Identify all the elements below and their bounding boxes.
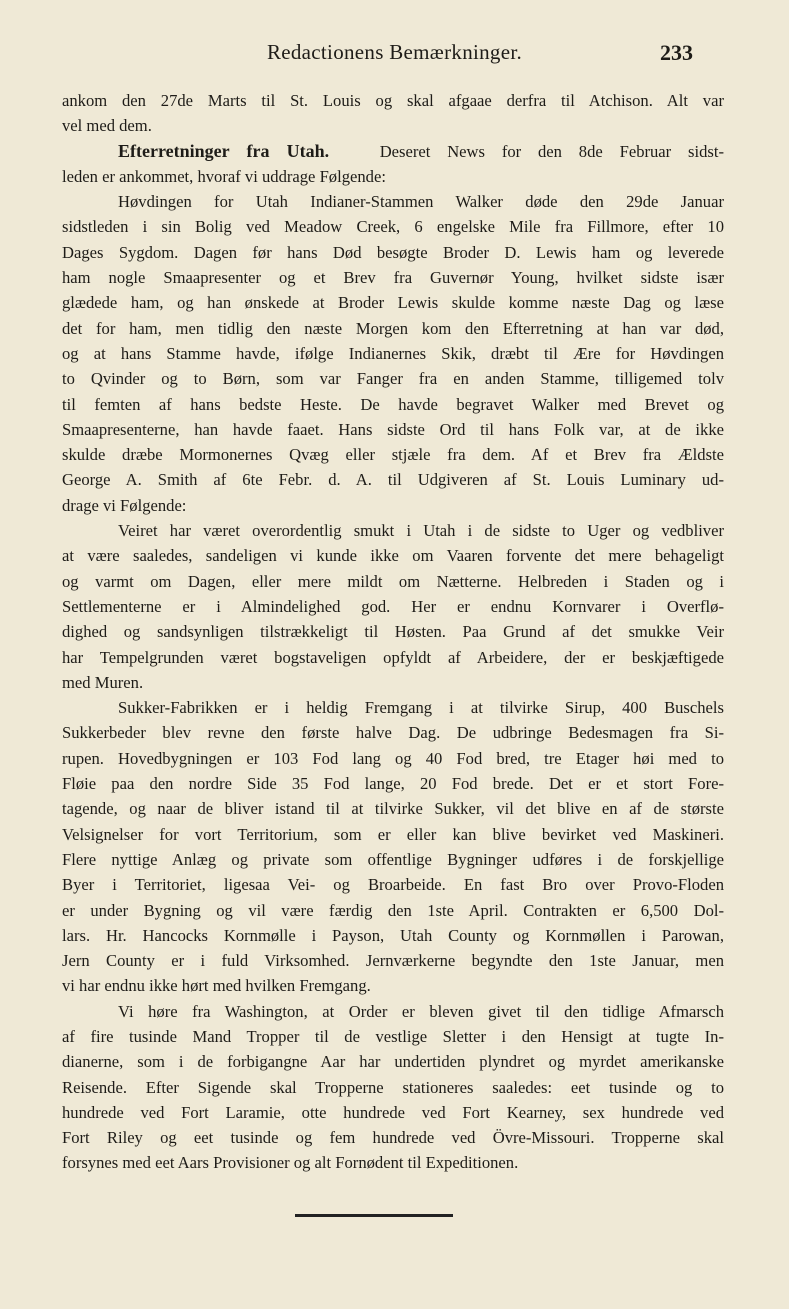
text-line: rupen. Hovedbygningen er 103 Fod lang og 40 Fod bred, tre Etager høi med to xyxy=(62,748,724,768)
page-number: 233 xyxy=(660,40,693,65)
text-line: med Muren. xyxy=(62,672,144,692)
text-line: Veiret har været overordentlig smukt i Utah i de sidste to Uger og vedbliver xyxy=(118,521,724,541)
text-line: Fort Riley og eet tusinde og fem hundrede ved Övre-Missouri. Tropperne skal xyxy=(62,1128,724,1148)
text-line: Jern County er i fuld Virksomhed. Jernværkerne begyndte den 1ste Januar, men xyxy=(62,951,724,971)
text-line: er under Bygning og vil være færdig den 1ste April. Contrakten er 6,500 Dol- xyxy=(62,900,724,920)
text-line: Høvdingen for Utah Indianer-Stammen Walker døde den 29de Januar xyxy=(118,192,724,212)
page-body xyxy=(62,88,724,1176)
text-line: Settlementerne er i Almindelighed god. Her er endnu Kornvarer i Overflø- xyxy=(62,596,724,616)
text-line: sidstleden i sin Bolig ved Meadow Creek, 6 engelske Mile fra Fillmore, efter 10 xyxy=(62,217,724,237)
text-line: Fløie paa den nordre Side 35 Fod lange, 20 Fod brede. Det er et stort Fore- xyxy=(62,774,724,794)
text-line: Sukker-Fabrikken er i heldig Fremgang i at tilvirke Sirup, 400 Buschels xyxy=(118,698,724,718)
text-line: tagende, og naar de bliver istand til at tilvirke Sukker, vil det blive en af de største xyxy=(62,799,724,819)
text-line: George A. Smith af 6te Febr. d. A. til Udgiveren af St. Louis Luminary ud- xyxy=(62,470,724,490)
text-line: Dages Sygdom. Dagen før hans Død besøgte Broder D. Lewis ham og leverede xyxy=(62,242,724,262)
text-line: ankom den 27de Marts til St. Louis og skal afgaae derfra til Atchison. Alt var xyxy=(62,91,724,110)
text-line: Reisende. Efter Sigende skal Tropperne stationeres saaledes: eet tusinde og to xyxy=(62,1077,724,1097)
text-line xyxy=(62,139,724,164)
text-line: til femten af hans bedste Heste. De havde begravet Walker med Brevet og xyxy=(62,394,724,414)
text-line: dianerne, som i de forbigangne Aar har undertiden plyndret og myrdet amerikanske xyxy=(62,1052,724,1072)
text-line: lars. Hr. Hancocks Kornmølle i Payson, Utah County og Kornmøllen i Parowan, xyxy=(62,925,724,945)
text-line: Sukkerbeder blev revne den første halve Dag. De udbringe Bedesmagen fra Si- xyxy=(62,723,724,743)
text-line: det for ham, men tidlig den næste Morgen kom den Efterretning at han var død, xyxy=(62,318,724,338)
text-line: at være saaledes, sandeligen vi kunde ikke om Vaaren forvente det mere behageligt xyxy=(62,546,724,566)
text-line: Smaapresenterne, han havde faaet. Hans sidste Ord til hans Folk var, at de ikke xyxy=(62,419,724,439)
text-line: skulde dræbe Mormonernes Qvæg eller stjæle fra dem. Af et Brev fra Ældste xyxy=(62,445,724,465)
text-line: vi har endnu ikke hørt med hvilken Fremgang. xyxy=(62,976,371,996)
text-line: vel med dem. xyxy=(62,116,152,136)
text-line: og at hans Stamme havde, ifølge Indianernes Skik, dræbt til Ære for Høvdingen xyxy=(62,343,724,363)
text-line: har Tempelgrunden været bogstaveligen opfyldt af Arbeidere, der er beskjæftigede xyxy=(62,647,724,667)
text-line-rest: Deseret News for den 8de Februar sidst- xyxy=(379,141,724,161)
text-line: Velsignelser for vort Territorium, som er eller kan blive bevirket ved Maskineri. xyxy=(62,824,724,844)
text-line: hundrede ved Fort Laramie, otte hundrede ved Fort Kearney, sex hundrede ved xyxy=(62,1102,724,1122)
text-line: leden er ankommet, hvoraf vi uddrage Følgende: xyxy=(62,166,386,186)
text-line: Vi høre fra Washington, at Order er bleven givet til den tidlige Afmarsch xyxy=(118,1001,724,1021)
text-line: ham nogle Smaapresenter og et Brev fra Guvernør Young, hvilket sidste især xyxy=(62,268,724,288)
text-line: dighed og sandsynligen tilstrækkeligt til Høsten. Paa Grund af det smukke Veir xyxy=(62,622,724,642)
text-line: drage vi Følgende: xyxy=(62,495,187,515)
text-line: glædede ham, og han ønskede at Broder Lewis skulde komme næste Dag og læse xyxy=(62,293,724,313)
text-line: af fire tusinde Mand Tropper til de vestlige Sletter i den Hensigt at tugte In- xyxy=(62,1026,724,1046)
text-line: Flere nyttige Anlæg og private som offentlige Bygninger udføres i de forskjellige xyxy=(62,849,724,869)
running-header-title: Redactionens Bemærkninger. xyxy=(266,40,523,64)
text-line: forsynes med eet Aars Provisioner og alt Fornødent til Expeditionen. xyxy=(62,1153,519,1173)
text-line: to Qvinder og to Børn, som var Fanger fra en anden Stamme, tilligemed tolv xyxy=(62,369,724,389)
text-line: Byer i Territoriet, ligesaa Vei- og Broarbeide. En fast Bro over Provo-Floden xyxy=(62,875,724,895)
section-end-rule xyxy=(295,1214,453,1217)
text-line: og varmt om Dagen, eller mere mildt om Nætterne. Helbreden i Staden og i xyxy=(62,571,724,591)
section-heading: Efterretninger fra Utah. xyxy=(118,140,330,161)
